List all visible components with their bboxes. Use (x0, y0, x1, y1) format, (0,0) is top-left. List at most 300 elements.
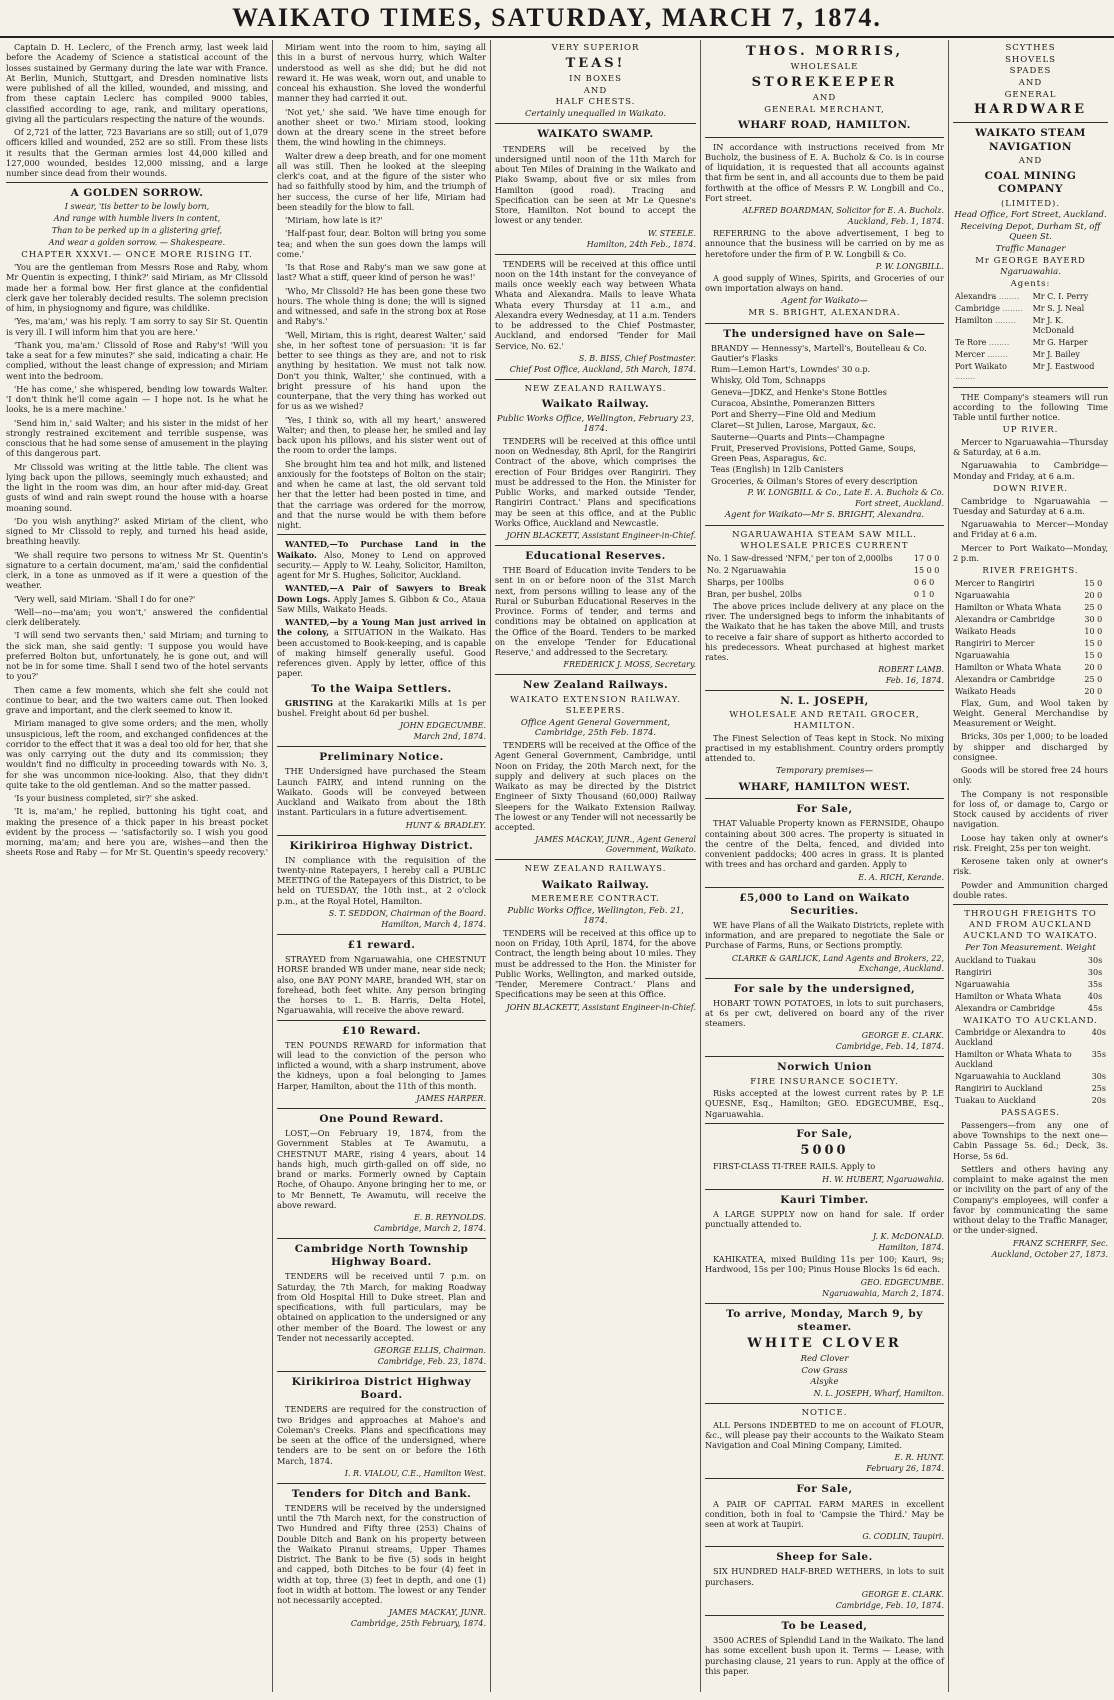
table-cell: 40s (1087, 991, 1103, 1001)
list-item: Curacoa, Absinthe, Pomeranzen Bitters (711, 397, 875, 408)
table-cell: Hamilton or Whata Whata (955, 991, 1062, 1001)
table-cell: 15 0 0 (913, 565, 940, 575)
story-paragraph: 'Yes, ma'am,' was his reply. 'I am sorry to say Sir St. Quentin is very ill. I will inform him that you are here.' (6, 316, 268, 337)
divider (277, 934, 486, 935)
ad-line: Red Clover (800, 1354, 849, 1365)
table-row (953, 979, 1108, 991)
divider (705, 525, 944, 526)
table-row (953, 650, 1108, 662)
ad-label: Traffic Manager (995, 244, 1066, 254)
ad-subheading: AND (1018, 155, 1043, 166)
morris-ad-address: WHARF ROAD, HAMILTON. (738, 119, 911, 132)
ad-date: Hamilton, 24th Feb., 1874. (586, 239, 696, 249)
ad-body: THE Board of Education invite Tenders to be sent in on or before noon of the 31st March next, from persons willing to lease any of the Rural or Suburban Educational Reserves in the Province. Forms of tender, and terms and conditions may be obtained on application at the Office of the Board. Tenders to be marked on the envelope 'Tender for Educational Reserve,' and addressed to the Secretary. (495, 565, 696, 658)
divider (705, 1189, 944, 1190)
ad-body: Risks accepted at the lowest current rates by P. LE QUESNE, Esq., Hamilton; GEO. EDGECUMBE, Esq., Ngaruawahia. (705, 1088, 944, 1119)
table-row (953, 349, 1108, 361)
ad-body: IN accordance with instructions received from Mr Bucholz, the business of E. A. Bucholz & Co. is in course of liquidation, it is requested that all accounts against that firm be sent in, and all accounts due to them be paid forthwith at the office of Messrs P. W. Longbill and Co., Fort street. (705, 141, 944, 203)
ad-body: at the Karakariki Mills at 1s per bushel. Freight about 6d per bushel. (277, 697, 487, 718)
ad-signature: G. CODLIN, Taupiri. (862, 1532, 944, 1542)
table-cell: 10 0 (1084, 626, 1103, 636)
ad-signature: GEORGE E. CLARK. (861, 1589, 944, 1599)
masthead: WAIKATO TIMES, SATURDAY, MARCH 7, 1874. (0, 0, 1114, 38)
ad-text (277, 583, 486, 614)
epigraph-line: And range with humble livers in content, (53, 214, 221, 224)
ad-heading: To the Waipa Settlers. (311, 682, 452, 695)
divider (705, 323, 944, 324)
table-cell: Rangiriri to Auckland (955, 1084, 1043, 1094)
ad-body: ALL Persons INDEBTED to me on account of FLOUR, &c., will please pay their accounts to the Waikato Steam Navigation and Coal Mining Company, Limited. (705, 1419, 944, 1451)
table-cell: Ngaruawahia (955, 979, 1010, 989)
table-cell: 30s (1091, 1072, 1106, 1082)
table-row (953, 590, 1108, 602)
ad-body: TENDERS will be received until 7 p.m. on Saturday, the 7th March, for making Roadway from Old Hospital Hill to Duke street. Plan and specifications, with full particulars, may be obtained on application to the undersigned or any other member of the Board. The lowest or any Tender not necessarily accepted. (277, 1271, 486, 1343)
story-paragraph: 'Send him in,' said Walter; and his sister in the midst of her strongly restrained excitement and terrible suspense, was conscious that he had some sense of amusement in the playing of this dangerous part. (6, 417, 268, 459)
divider (277, 1238, 486, 1239)
table-cell: Rangiriri (955, 967, 992, 977)
ad-subheading: WHOLESALE PRICES CURRENT (740, 541, 909, 552)
ad-signature: JAMES MACKAY, JUNR. (388, 1608, 486, 1618)
ad-signature: JAMES HARPER. (416, 1093, 486, 1103)
divider (953, 122, 1108, 123)
ad-agent-label: Agent for Waikato— (781, 296, 868, 307)
ad-agent-name: MR S. BRIGHT, ALEXANDRA. (748, 307, 901, 318)
ad-heading: To arrive, Monday, March 9, by steamer. (726, 1307, 923, 1333)
ad-note: Temporary premises— (776, 766, 873, 777)
ad-signature: JAMES MACKAY, JUNR., Agent General Government, Waikato. (535, 835, 696, 855)
table-cell: Alexandra ..... (953, 291, 1031, 303)
column-2 (272, 40, 490, 1692)
ad-body: A good supply of Wines, Spirits, and Groceries of our own importation always on hand. (705, 272, 944, 293)
column-1 (2, 40, 272, 1692)
list-item: Claret—St Julien, Larose, Margaux, &c. (711, 420, 876, 431)
ad-heading: The undersigned have on Sale— (723, 327, 926, 340)
table-row (953, 614, 1108, 626)
table-cell: Alexandra or Cambridge (955, 614, 1055, 624)
list-item: Port and Sherry—Fine Old and Medium (711, 409, 876, 420)
table-row (953, 1003, 1108, 1015)
table-cell: 20 0 (1084, 686, 1103, 696)
ad-heading: NEW ZEALAND RAILWAYS. (524, 864, 667, 875)
morris-ad-line: WHOLESALE (790, 62, 859, 73)
divider (705, 690, 944, 691)
list-item: Geneva—JDKZ, and Henke's Stone Bottles (711, 386, 887, 397)
story-paragraph: Mr Clissold was writing at the little table. The client was lying back upon the pillows, seemingly much exhausted; and the light in the room was dim, an hour after mid-day. Great gusts of wind and rain swept round the house with a hoarse moaning sound. (6, 461, 268, 513)
list-item: Rum—Lemon Hart's, Lowndes' 30 o.p. (711, 364, 871, 375)
ad-subheading: WHOLESALE AND RETAIL GROCER, HAMILTON. (729, 710, 920, 731)
ad-signature: CLARKE & GARLICK, Land Agents and Brokers, 22, Exchange, Auckland. (731, 953, 944, 973)
ad-office: Head Office, Fort Street, Auckland. (954, 210, 1107, 221)
list-item: BRANDY — Hennessy's, Martell's, Boutelleau & Co. Gautier's Flasks (711, 342, 927, 363)
table-row (953, 626, 1108, 638)
ad-heading: £10 Reward. (342, 1024, 421, 1037)
ad-office: Office Agent General Government, Cambridge, 25th Feb. 1874. (520, 717, 671, 739)
ad-date: Hamilton, 1874. (878, 1243, 944, 1253)
ad-body: Apply James S. Gibbon & Co., Ataua Saw Mills, Waikato Heads. (277, 593, 486, 614)
divider (705, 1546, 944, 1547)
agents-heading: Agents: (1010, 278, 1051, 289)
divider (277, 1371, 486, 1372)
passages-heading: PASSAGES. (1001, 1108, 1060, 1119)
hardware-ad-line: SPADES (1009, 66, 1052, 77)
tea-ad-line: AND (583, 85, 608, 96)
divider (495, 379, 696, 380)
ad-heading: For sale by the undersigned, (733, 982, 916, 995)
ad-date: Cambridge, March 2, 1874. (373, 1224, 486, 1233)
table-cell: 15 0 (1084, 638, 1103, 648)
ad-signature: P. W. LONGBILL & Co., Late E. A. Bucholz & Co. (747, 487, 944, 497)
ad-date: Cambridge, Feb. 23, 1874. (377, 1357, 486, 1366)
hardware-ad-line: AND (1018, 77, 1043, 88)
table-cell: Hamilton ..... (953, 315, 1031, 337)
table-cell: Alexandra or Cambridge (955, 1003, 1055, 1013)
morris-ad-line: STOREKEEPER (751, 74, 898, 90)
table-cell: 25 0 (1084, 602, 1103, 612)
ad-body: STRAYED from Ngaruawahia, one CHESTNUT HORSE branded WB under mane, near side neck; also, one BAY PONY MARE, branded WH, star on forehead, both feet white. Any person bringing the horses to L. B. Harris, Delta Hotel, Ngaruawahia, will receive the above reward. (277, 954, 486, 1016)
freight-note: Flax, Gum, and Wool taken by Weight. General Merchandise by Measurement or Weight. (953, 697, 1108, 729)
epigraph-line: And wear a golden sorrow. — Shakespeare. (48, 238, 226, 248)
table-row (953, 1071, 1108, 1083)
ad-date: March 2nd, 1874. (413, 732, 486, 742)
ad-heading: Norwich Union (777, 1061, 872, 1074)
table-cell: 15 0 (1084, 650, 1103, 660)
ad-body: Passengers—from any one of above Townships to the next one—Cabin Passage 5s. 6d.; Deck, 3s. Horse, 5s 6d. (953, 1119, 1108, 1161)
table-row (953, 1083, 1108, 1095)
ad-text (277, 698, 486, 719)
list-item: Whisky, Old Tom, Schnapps (711, 375, 826, 386)
ad-title: WANTED,—To Purchase Land in the Waikato. (277, 539, 486, 560)
story-paragraph: She brought him tea and hot milk, and listened anxiously for the footsteps of Bolton on the stair; and when he came at last, the old servant told her that the letter had been posted in time, and that the carriage was ordered for the morrow, and that the nurse would be with them before night. (277, 458, 486, 530)
ad-text (277, 539, 486, 580)
story-paragraph: 'Miriam, how late is it?' (285, 215, 383, 225)
ad-body: 3500 ACRES of Splendid Land in the Waikato. The land has some excellent bush upon it. Terms — Lease, with purchasing clause, 21 years to run. Apply at the office of this paper. (705, 1635, 944, 1676)
ad-body: A LARGE SUPPLY now on hand for sale. If order punctually attended to. (705, 1208, 944, 1229)
story-paragraph: 'He has come,' she whispered, bending low towards Walter. 'I don't think he'll come again — I hope not. Is he what he looks, he is a mere machine.' (6, 383, 268, 415)
table-cell: 25 0 (1084, 674, 1103, 684)
ad-heading: NEW ZEALAND RAILWAYS. (524, 383, 667, 394)
ad-headline: WHITE CLOVER (747, 1335, 902, 1351)
ad-heading: Kirikiriroa Highway District. (289, 839, 474, 852)
ad-subheading: UP RIVER. (1002, 425, 1059, 436)
ad-body: Settlers and others having any complaint to make against the men or incivility on the part of any of the Company's employees, will confer a favor by communicating the same without delay to the Traffic Manager, or the under-signed. (953, 1163, 1108, 1236)
ad-heading: Sheep for Sale. (776, 1551, 873, 1564)
ad-body: LOST,—On February 19, 1874, from the Government Stables at Te Awamutu, a CHESTNUT MARE, rising 4 years, about 14 hands high, much girth-galled on off side, no brand or marks. Formerly owned by Captain Roche, of Ohaupo. Anyone bringing her to me, or to Mr Bennett, Te Awamutu, will receive the above reward. (277, 1128, 486, 1210)
ad-body: TENDERS will be received by the undersigned until the 7th March next, for the construction of Two Hundred and Fifty three (253) Chains of Double Ditch and Bank on his property between the Waikato Piranui streams, Upper Thames District. The Bank to be five (5) sods in height and capped, both Ditches to be four (4) feet in width at top, three (3) feet in depth, and one (1) foot in width at bottom. The lowest or any Tender not necessarily accepted. (277, 1502, 486, 1606)
morris-ad-line: GENERAL MERCHANT, (764, 104, 885, 115)
table-cell: 30s (1087, 967, 1103, 977)
ad-date: Hamilton, March 4, 1874. (381, 919, 486, 929)
table-cell: Auckland to Tuakau (955, 955, 1037, 965)
divider (705, 1123, 944, 1124)
table-cell: Rangiriri to Mercer (955, 638, 1035, 648)
morris-ad-line: AND (812, 93, 837, 104)
ad-date: February 26, 1874. (866, 1464, 944, 1474)
ad-body: The Finest Selection of Teas kept in Stock. No mixing practised in my establishment. Country orders promptly attended to. (705, 732, 944, 764)
ad-name: Mr GEORGE BAYERD (975, 255, 1086, 266)
ad-heading: Educational Reserves. (525, 550, 666, 562)
story-paragraph: 'Not yet,' she said. 'We have time enough for another sheet or two.' Miriam stood, looking down at the dreary scene in the street before them, the wind howling in the chimneys. (277, 106, 486, 148)
story-title: A GOLDEN SORROW. (70, 187, 204, 200)
divider (953, 904, 1108, 905)
article-paragraph: Captain D. H. Leclerc, of the French army, last week laid before the Academy of Science a statistical account of the losses sustained by Germany during the late war with France. At Berlin, Munich, Stuttgart, and Dresden nominative lists were published of all the killed, wounded, and missing, and from these captain Leclerc has compiled 9000 tables, classified according to age, rank, and military operations, giving all the particulars respecting the nature of the wounds. (6, 42, 268, 124)
epigraph-line: I swear, 'tis better to be lowly born, (64, 202, 210, 212)
tea-ad-line: HALF CHESTS. (555, 97, 636, 108)
table-row (953, 662, 1108, 674)
ad-subheading: WAIKATO TO AUCKLAND. (963, 1015, 1098, 1026)
ad-body: REFERRING to the above advertisement, I beg to announce that the business will be carried on by me as heretofore under the firm of P. W. Longbill & Co. (705, 228, 944, 259)
ad-signature: P. W. LONGBILL. (875, 261, 944, 271)
ad-heading: N. L. JOSEPH, (780, 695, 869, 708)
ad-office: Public Works Office, Wellington, Feb. 21, 1874. (507, 905, 684, 927)
ad-title: GRISTING (285, 697, 333, 708)
ad-date: Fort street, Auckland. (855, 498, 944, 508)
ad-subheading: DOWN RIVER. (993, 483, 1068, 494)
chapter-heading: CHAPTER XXXVI.— ONCE MORE RISING IT. (21, 250, 253, 261)
story-paragraph: 'Well—no—ma'am; you won't,' answered the confidential clerk deliberately. (6, 606, 268, 627)
divider (705, 1478, 944, 1479)
ad-body: THE Undersigned have purchased the Steam Launch FAIRY, and intend running on the Waikato. Goods will be conveyed between Auckland and Waikato from about the 18th instant. Particulars in a future advertisement. (277, 766, 486, 818)
story-paragraph: 'We shall require two persons to witness Mr St. Quentin's signature to a certain document, ma'am,' said the confidential clerk, in a tone as unmoved as if it were a question of the weather. (6, 549, 268, 591)
ad-date: Auckland, Feb. 1, 1874. (847, 217, 944, 226)
table-row (953, 674, 1108, 686)
table-cell: Sharps, per 100lbs (707, 577, 784, 587)
ad-signature: FREDERICK J. MOSS, Secretary. (563, 660, 696, 670)
freight-note: The Company is not responsible for loss of, or damage to, Cargo or Stock caused by accidents of river navigation. (953, 788, 1108, 830)
ad-signature: J. K. McDONALD. (872, 1232, 944, 1242)
divider (953, 387, 1108, 388)
ad-heading: For Sale, (796, 1127, 853, 1140)
divider (277, 1108, 486, 1109)
ad-signature: JOHN BLACKETT, Assistant Engineer-in-Chief. (506, 1002, 696, 1012)
freight-note: Loose hay taken only at owner's risk. Freight, 25s per ton weight. (953, 832, 1108, 853)
table-row (705, 589, 944, 601)
story-paragraph: 'I will send two servants then,' said Miriam; and turning to the sick man, she said gently: 'I suppose you would have preferred Bolton but, unfortunately, he is gone out, and will not be in for some time. Shall I send two of the hotel servants to you?' (6, 630, 268, 682)
ad-line: Cow Grass (801, 1365, 848, 1376)
divider (495, 859, 696, 860)
table-cell: Tuakau to Auckland (955, 1096, 1037, 1106)
table-cell: Te Rore ..... (953, 337, 1031, 349)
freight-note: Powder and Ammunition charged double rates. (953, 879, 1108, 900)
divider (705, 1615, 944, 1616)
ad-body: THE Company's steamers will run according to the following Time Table until further notice. (953, 391, 1108, 422)
ad-signature: GEORGE ELLIS, Chairman. (374, 1346, 486, 1355)
list-item: Groceries, & Oilman's Stores of every description (711, 475, 918, 486)
ad-heading: For Sale, (796, 1483, 853, 1496)
story-paragraph: Walter drew a deep breath, and for one moment all was still. Then he looked at the sleeping clerk's coat, and at the figure of the sister who had so faithfully stood by him, and the triumph of her success, the curse of her life, Miriam had been steadily for the blow to fall. (277, 150, 486, 212)
hardware-ad-line: SCYTHES (1005, 43, 1056, 53)
ad-date: Cambridge, 25th February, 1874. (350, 1619, 486, 1629)
table-row (953, 686, 1108, 698)
table-cell: Waikato Heads (955, 626, 1016, 636)
divider (277, 534, 486, 535)
divider (705, 887, 944, 888)
hardware-ad-line: SHOVELS (1005, 54, 1056, 65)
table-cell: Cambridge or Alexandra to Auckland (955, 1028, 1066, 1048)
table-cell: Mr J. K. McDonald (1032, 315, 1075, 335)
story-paragraph: 'Is that Rose and Raby's man we saw gone at last? What a stiff, queer kind of person he was!' (277, 262, 486, 283)
through-table-return (953, 1027, 1108, 1107)
through-table (953, 955, 1108, 1015)
ad-date: Cambridge, Feb. 10, 1874. (835, 1600, 944, 1610)
ad-title: WANTED,—by a Young Man just arrived in the colony, (277, 617, 486, 638)
tea-ad-note: Certainly unequalled in Waikato. (524, 108, 667, 119)
schedule-line: Mercer to Ngaruawahia—Thursday & Saturday, at 6 a.m. (953, 436, 1108, 458)
table-cell: Hamilton or Whata Whata (955, 602, 1062, 612)
divider (277, 746, 486, 747)
table-cell: Waikato Heads (955, 686, 1016, 696)
story-paragraph: 'Well, Miriam, this is right, dearest Walter,' said she, in her softest tone of persuasion: 'it is far better to see things as they are, and not to risk anything by hesitation. We must not talk now. Don't you think, Walter,' she continued, with a bright pressure of his hand upon the counterpane, that the very thing has worked out for us as we wished? (277, 329, 486, 412)
ad-body: TENDERS will be received at the Office of the Agent General Government, Cambridge, until Noon on Friday, the 20th March next, for the supply and delivery at such places on the Waikato as may be directed by the District Engineer of Sixty Thousand (60,000) Railway Sleepers for the Waikato Extension Railway. The lowest or any Tender will not necessarily be accepted. (495, 740, 696, 832)
freight-note: Bricks, 30s per 1,000; to be loaded by shipper and discharged by consignee. (953, 731, 1108, 762)
ad-heading: NOTICE. (801, 1408, 848, 1418)
table-row (953, 991, 1108, 1003)
story-paragraph: 'Half-past four, dear. Bolton will bring you some tea; and when the sun goes down the lamps will come.' (277, 228, 486, 259)
story-paragraph: 'Very well, said Miriam. 'Shall I do for one?' (14, 593, 196, 604)
ad-body: IN compliance with the requisition of the twenty-nine Ratepayers, I hereby call a PUBLIC MEETING of the Ratepayers of this District, to be held on TUESDAY, the 10th inst., at 2 o'clock p.m., at the Royal Hotel, Hamilton. (277, 854, 486, 906)
list-item: Sauterne—Quarts and Pints—Champagne (711, 431, 885, 442)
ad-signature: I. R. VIALOU, C.E., Hamilton West. (344, 1468, 486, 1478)
ad-body: Also, Money to Lend on approved security.— Apply to W. Leahy, Solicitor, Hamilton, agent for Mr S. Hughes, Solicitor, Auckland. (277, 549, 486, 580)
story-paragraph: 'You are the gentleman from Messrs Rose and Raby, whom Mr Quentin is expecting, I think?' said Miriam, as Mr Clissold made her a formal bow. Her first glance at the confidential clerk gave her tolerably decided results. The solemn precision of him, in physiognomy and figure, was childlike. (6, 262, 268, 313)
ad-signature: E. A. RICH, Kerande. (858, 872, 944, 882)
ad-signature: S. T. SEDDON, Chairman of the Board. (328, 908, 486, 918)
divider (495, 123, 696, 124)
table-row (953, 955, 1108, 967)
table-cell: Alexandra or Cambridge (955, 674, 1055, 684)
ad-signature: S. B. BISS, Chief Postmaster. (578, 353, 696, 363)
divider (277, 835, 486, 836)
ad-heading: Kauri Timber. (780, 1193, 869, 1206)
table-cell: Hamilton or Whata Whata (955, 662, 1062, 672)
ad-heading: Tenders for Ditch and Bank. (291, 1487, 472, 1500)
column-3 (490, 40, 700, 1692)
table-row (953, 361, 1108, 383)
ad-signature: FRANZ SCHERFF, Sec. (1012, 1238, 1108, 1248)
table-row (953, 303, 1108, 315)
table-row (953, 315, 1108, 337)
table-cell: Cambridge ..... (953, 303, 1031, 315)
table-cell: 45s (1087, 1003, 1103, 1013)
table-cell: Port Waikato ..... (953, 361, 1031, 383)
price-table (705, 553, 944, 601)
divider (277, 1020, 486, 1021)
table-cell: Mercer ..... (953, 349, 1031, 361)
divider (705, 1403, 944, 1404)
ad-body: KAHIKATEA, mixed Building 11s per 100; Kauri, 9s; Hardwood, 15s per 100; Pinus House Blocks 1s 6d each. (705, 1254, 944, 1275)
table-cell: 15 0 (1084, 578, 1103, 588)
table-row (953, 1027, 1108, 1049)
tea-ad-line: VERY SUPERIOR (551, 43, 640, 53)
ad-body: The above prices include delivery at any place on the river. The undersigned begs to inform the inhabitants of the Waikato that he has taken the above Mill, and trusts to receive a fair share of support as hitherto accorded to his predecessors. Wheat purchased at highest market rates. (705, 600, 944, 662)
table-cell: Mr G. Harper (1032, 337, 1088, 347)
table-cell: 0 1 0 (913, 589, 935, 599)
freight-note: Goods will be stored free 24 hours only. (953, 765, 1108, 786)
ad-subheading: COAL MINING COMPANY (984, 170, 1077, 196)
ad-signature: W. STEELE. (647, 228, 696, 238)
divider (705, 1056, 944, 1057)
story-paragraph: 'Is your business completed, sir?' she asked. (14, 793, 199, 803)
ad-subheading: AUCKLAND TO WAIKATO. (963, 931, 1098, 942)
hardware-ad-headline: HARDWARE (973, 102, 1087, 118)
story-paragraph: 'Do you wish anything?' asked Miriam of the client, who signed to Mr Clissold to reply, and turned his head aside, breathing heavily. (6, 515, 268, 547)
ad-number: 5000 (800, 1143, 849, 1158)
table-row (953, 967, 1108, 979)
table-cell: Ngaruawahia (955, 590, 1010, 600)
schedule-line: Cambridge to Ngaruawahia — Tuesday and Saturday at 6 a.m. (953, 495, 1108, 516)
ad-body: a SITUATION in the Waikato. Has been accustomed to Book-keeping, and is capable of making himself generally useful. Good references given. Apply by letter, office of this paper. (277, 627, 486, 679)
ad-body: SIX HUNDRED HALF-BRED WETHERS, in lots to suit purchasers. (705, 1566, 944, 1587)
table-cell: Ngaruawahia (955, 650, 1010, 660)
table-cell: 30 0 (1084, 614, 1103, 624)
story-paragraph: Then came a few moments, which she felt she could not continue to bear, and the two waiters came out. Then looked grave and important, and the clerk seemed to know it. (6, 684, 268, 715)
tea-ad-headline: TEAS! (565, 55, 626, 71)
ad-heading: One Pound Reward. (319, 1112, 444, 1125)
table-header: Per Ton Measurement. Weight (965, 943, 1096, 953)
table-cell: No. 1 Saw-dressed 'NFM,' per ton of 2,000lbs (707, 553, 893, 563)
table-cell: 35s (1091, 1050, 1106, 1060)
list-item: Fruit, Preserved Provisions, Potted Game, Soups, Green Peas, Asparagus, &c. (711, 442, 917, 464)
ad-subheading: WAIKATO EXTENSION RAILWAY. (510, 694, 681, 705)
story-paragraph: Miriam went into the room to him, saying all this in a burst of nervous hurry, which Walter understood as well as she did; but he did not reward it. He was weak, worn out, and unable to conceal his exhaustion. She loved the wonderful manner they had carried it out. (277, 42, 486, 104)
table-cell: No. 2 Ngaruawahia (707, 565, 787, 575)
ad-heading: New Zealand Railways. (522, 679, 669, 692)
divider (705, 978, 944, 979)
epigraph-line: Than to be perked up in a glistering grief, (51, 226, 223, 236)
ad-heading: NGARUAWAHIA STEAM SAW MILL. (732, 529, 917, 540)
ad-office: Public Works Office, Wellington, February 23, 1874. (496, 413, 695, 435)
ad-heading: To be Leased, (781, 1619, 868, 1632)
ad-signature: HUNT & BRADLEY. (405, 820, 486, 830)
table-cell: Ngaruawahia to Auckland (955, 1072, 1061, 1082)
ad-signature: JOHN EDGECUMBE. (399, 721, 486, 731)
ad-body: TENDERS will be received at this office until noon on the 14th instant for the conveyance of mails once weekly each way between Whata Whata and Alexandra. Mails to leave Whata Whata every Thursday at 11 a.m., and Alexandra every Wednesday, at 11 a.m. Tenders to be addressed to the Chief Postmaster, Auckland, and endorsed 'Tender for Mail Service, No. 62.' (495, 258, 696, 351)
divider (495, 674, 696, 675)
ad-subheading: Waikato Railway. (541, 878, 650, 891)
story-paragraph: 'It is, ma'am,' he replied, buttoning his tight coat, and making the presence of a thick paper in his breast pocket evident by the process — 'satisfactorily so. I wish you good morning, ma'am; and here you are, wishes—and then the sheets Rose and Raby — for Mr St. Quentin's speedy recovery.' (6, 806, 268, 858)
ad-subheading: SLEEPERS. (565, 706, 626, 717)
story-paragraph: Miriam managed to give some orders; and the men, wholly unsuspicious, left the room, and exchanged confidences at the corridor to the effect that it was a deal too old for her, that she was only carrying out the duty and its commission; they wouldn't find no difficulty in proceeding towards with No. 3, for she was uncommon nice-looking. Also, that they didn't quite take to the old gentleman. And so the matter passed. (6, 718, 268, 790)
ad-signature: GEORGE E. CLARK. (861, 1031, 944, 1041)
ad-signature: JOHN BLACKETT, Assistant Engineer-in-Chief. (506, 531, 696, 540)
ad-line: Alsyke (810, 1377, 839, 1388)
ad-address: WHARF, HAMILTON WEST. (738, 781, 911, 793)
schedule-line: Ngaruawahia to Mercer—Monday and Friday at 6 a.m. (953, 519, 1108, 540)
ad-body: TENDERS will be received at this office up to noon on Friday, 10th April, 1874, for the above Contract, the length being about 10 miles. They must be addressed to the Hon. the Minister for Public Works, Wellington, and marked outside, 'Tender, Meremere Contract.' Plans and Specifications may be seen at this Office. (495, 927, 696, 1000)
ad-body: TEN POUNDS REWARD for information that will lead to the conviction of the person who inflicted a wound, with a sharp instrument, above the kidneys, upon a foal belonging to James Harper, Hamilton, about the 11th of this month. (277, 1039, 486, 1091)
ad-heading: WAIKATO STEAM NAVIGATION (975, 127, 1086, 153)
ad-date: Ngaruawahia, March 2, 1874. (822, 1288, 944, 1298)
ad-body: WE have Plans of all the Waikato Districts, replete with information, and are prepared to negotiate the Sale or Purchase of Farms, Runs, or Sections promptly. (705, 919, 944, 951)
table-cell: Bran, per bushel, 20lbs (707, 589, 802, 599)
ad-heading: £5,000 to Land on Waikato Securities. (739, 891, 910, 917)
ad-place: Ngaruawahia. (1000, 267, 1061, 278)
freight-note: Kerosene taken only at owner's risk. (953, 856, 1108, 877)
ad-signature: E. R. HUNT. (894, 1453, 944, 1463)
table-row (705, 565, 944, 577)
divider (495, 545, 696, 546)
article-paragraph: Of 2,721 of the latter, 723 Bavarians are so still; out of 1,079 officers killed and wounded, 252 are so still. From these lists it results that the German armies lost 44,000 killed and 127,000 wounded, besides 12,000 missing, and a large number since dead from their wounds. (6, 127, 268, 178)
ad-body: FIRST-CLASS TI-TREE RAILS. Apply to (713, 1161, 876, 1172)
ad-subheading: MEREMERE CONTRACT. (531, 894, 660, 904)
table-cell: 20 0 (1084, 662, 1103, 672)
ad-signature: GEO. EDGECUMBE. (860, 1277, 944, 1287)
ad-text (277, 617, 486, 679)
agents-table (953, 291, 1108, 383)
ad-subheading: (LIMITED). (1000, 198, 1061, 209)
ad-body: TENDERS will be received by the undersigned until noon of the 11th March for about Ten Miles of Draining in the Waikato and Piako Swamp, about five or six miles from Hamilton (good road). Tracing and Specification can be seen at Mr Le Quesne's Store, Hamilton. Not bound to accept the lowest or any tender. (495, 143, 696, 226)
table-row (953, 291, 1108, 303)
ad-body: TENDERS are required for the construction of two Bridges and approaches at Mahoe's and Coleman's Creeks. Plans and specifications may be seen at the office of the undersigned, where tenders are to be sent on or before the 16th March, 1874. (277, 1404, 486, 1466)
